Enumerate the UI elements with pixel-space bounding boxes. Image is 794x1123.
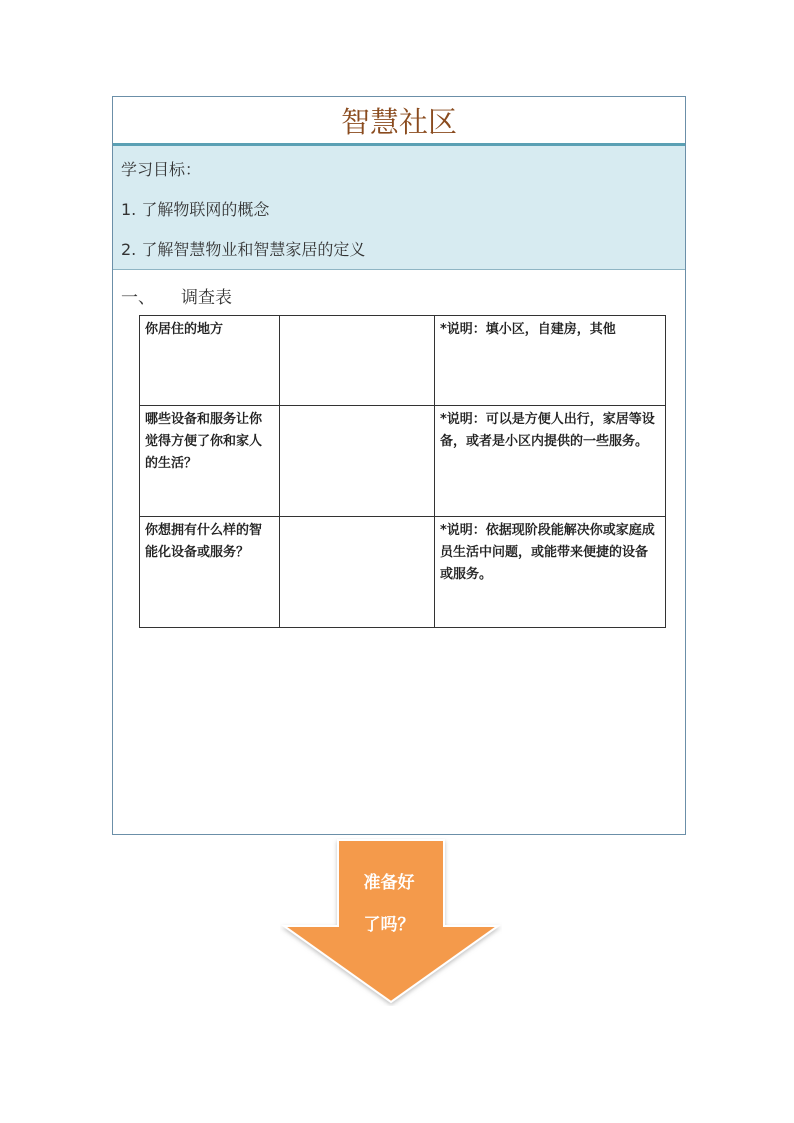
note-cell: *说明：可以是方便人出行，家居等设备，或者是小区内提供的一些服务。 <box>435 406 666 517</box>
note-cell: *说明：填小区，自建房，其他 <box>435 316 666 406</box>
section-number: 一、 <box>121 288 155 308</box>
note-cell: *说明：依据现阶段能解决你或家庭成员生活中问题，或能带来便捷的设备或服务。 <box>435 517 666 628</box>
worksheet-frame <box>112 96 686 835</box>
section-label: 调查表 <box>181 288 232 308</box>
survey-table <box>139 315 666 628</box>
arrow-text-line2: 了吗？ <box>363 915 415 935</box>
arrow-text-line1: 准备好 <box>363 873 415 893</box>
question-cell: 你居住的地方 <box>140 316 280 406</box>
section-heading <box>121 283 232 308</box>
answer-cell[interactable] <box>280 406 435 517</box>
table-row <box>140 316 666 406</box>
table-row <box>140 517 666 628</box>
goals-heading: 学习目标： <box>121 160 202 179</box>
table-row <box>140 406 666 517</box>
answer-cell[interactable] <box>280 316 435 406</box>
goal-item: 2. 了解智慧物业和智慧家居的定义 <box>121 240 366 259</box>
page-title: 智慧社区 <box>113 97 685 146</box>
question-cell: 你想拥有什么样的智能化设备或服务？ <box>140 517 280 628</box>
learning-goals <box>113 146 685 270</box>
question-cell: 哪些设备和服务让你觉得方便了你和家人的生活？ <box>140 406 280 517</box>
goal-item: 1. 了解物联网的概念 <box>121 200 270 219</box>
answer-cell[interactable] <box>280 517 435 628</box>
